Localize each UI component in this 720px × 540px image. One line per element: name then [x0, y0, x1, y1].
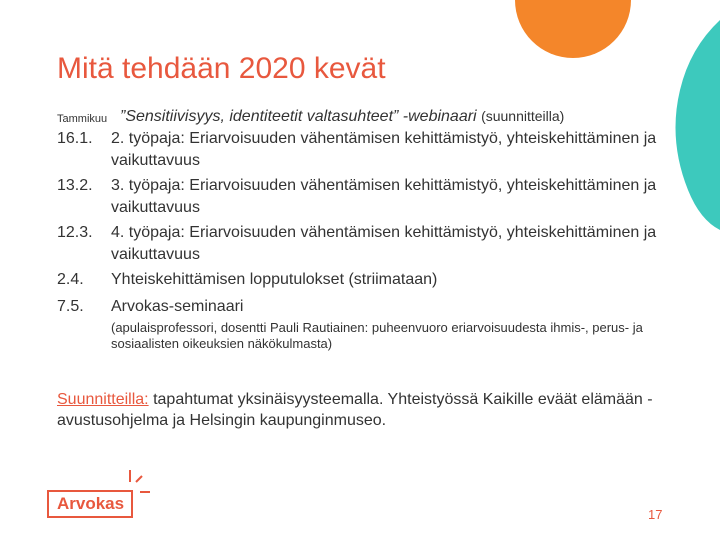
page-title: Mitä tehdään 2020 kevät [57, 52, 386, 85]
item-date: 16.1. [57, 130, 93, 147]
item-note: (apulaisprofessori, dosentti Pauli Rautiainen: puheenvuoro eriarvoisuudesta ihmis-, perus- ja sosiaalisten oikeuksien näkökulmasta) [111, 320, 643, 351]
item-text: ”Sensitiivisyys, identiteetit valtasuhteet” -webinaari [120, 108, 477, 125]
item-date: 7.5. [57, 298, 84, 315]
item-text: 2. työpaja: Eriarvoisuuden vähentämisen kehittämistyö, yhteiskehittäminen ja vaikuttavuus [111, 130, 657, 169]
item-text: 3. työpaja: Eriarvoisuuden vähentämisen kehittämistyö, yhteiskehittäminen ja vaikuttavuus [111, 177, 657, 216]
item-text: Yhteiskehittämisen lopputulokset (striimataan) [111, 271, 438, 288]
page-number: 17 [648, 507, 663, 522]
item-date: 2.4. [57, 271, 84, 288]
item-suffix: (suunnitteilla) [481, 108, 565, 124]
item-date: 12.3. [57, 224, 93, 241]
arvokas-logo [46, 468, 156, 524]
footer-lead: Suunnitteilla: [57, 391, 149, 408]
item-text: 4. työpaja: Eriarvoisuuden vähentämisen kehittämistyö, yhteiskehittäminen ja vaikuttavuus [111, 224, 657, 263]
item-text: Arvokas-seminaari [111, 298, 244, 315]
item-date: 13.2. [57, 177, 93, 194]
logo-text: Arvokas [47, 490, 133, 518]
footer-note [57, 389, 677, 431]
footer-text: tapahtumat yksinäisyysteemalla. Yhteistyössä Kaikille eväät elämään -avustusohjelma ja Helsingin kaupunginmuseo. [57, 391, 653, 429]
item-date: Tammikuu [57, 113, 108, 125]
